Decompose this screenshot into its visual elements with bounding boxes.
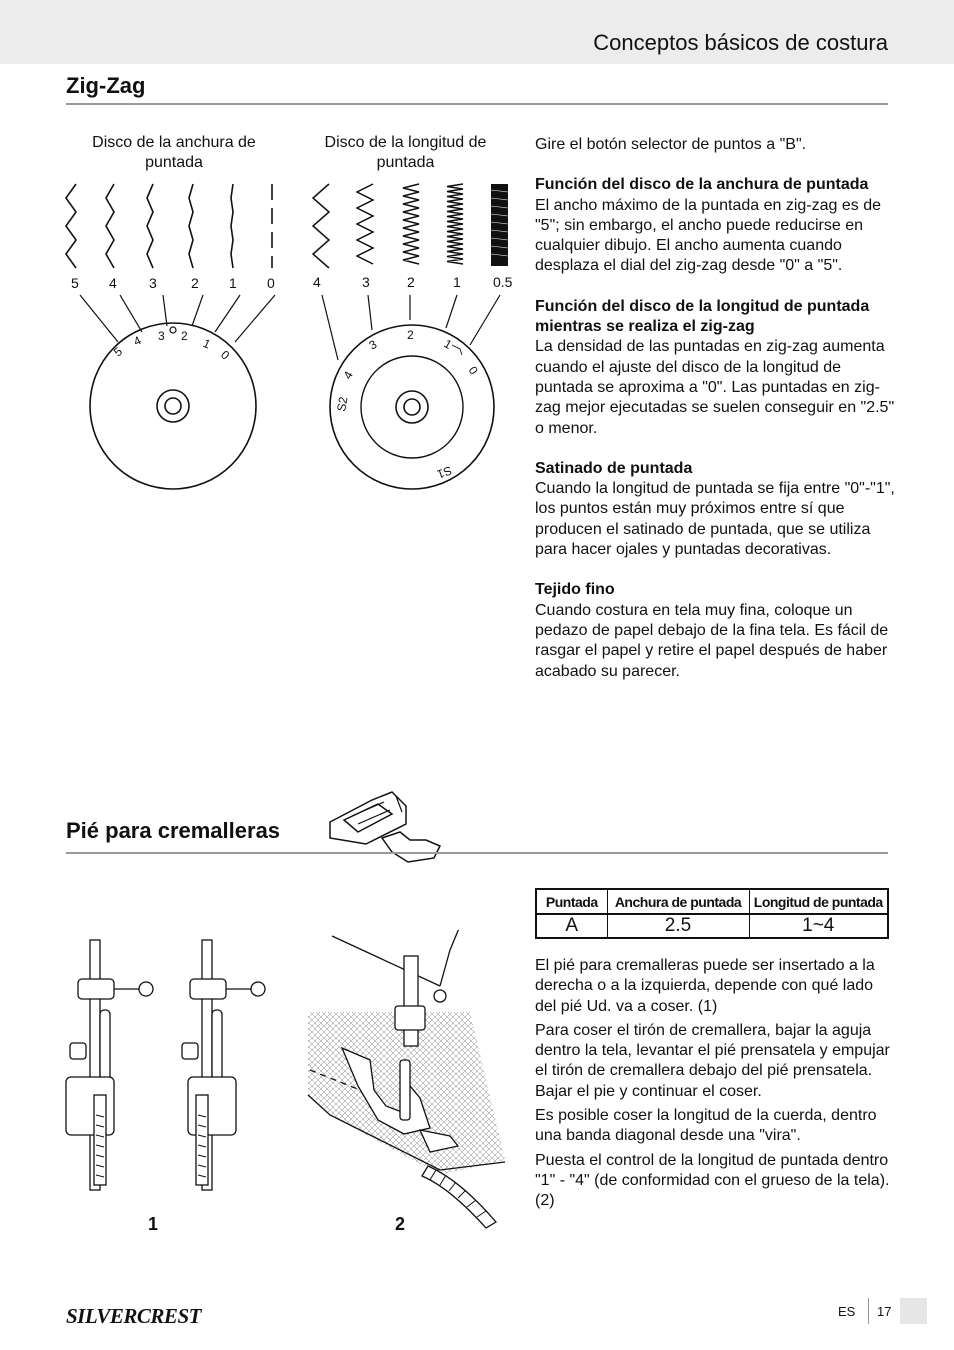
length-dial-illustration	[310, 290, 510, 505]
zipper-text	[535, 956, 897, 1216]
width-number: 3	[149, 275, 157, 291]
zigzag-title: Zig-Zag	[66, 73, 146, 98]
length-dial-mark: 1	[441, 336, 455, 352]
footer-language: ES	[838, 1304, 856, 1319]
width-number: 2	[191, 275, 199, 291]
chapter-title: Conceptos básicos de costura	[593, 30, 888, 55]
figure-label-1: 1	[148, 1214, 159, 1234]
footer-tab	[900, 1298, 927, 1324]
width-number: 5	[71, 275, 79, 291]
cell-width: 2.5	[607, 914, 749, 938]
length-number: 0.5	[493, 274, 513, 290]
stitch-settings-table	[535, 888, 889, 939]
width-dial-caption: Disco de la anchura de puntada	[92, 134, 256, 171]
section-body: Cuando la longitud de puntada se fija entre "0"-"1", los puntos están muy próximos entre sí que producen el satinado de puntada, que se utiliza para hacer ojales y puntadas decorativas.	[535, 480, 895, 559]
width-number: 0	[267, 275, 275, 291]
length-dial-mark: S1	[435, 463, 454, 482]
length-dial-mark: S2	[334, 395, 351, 413]
width-number: 4	[109, 275, 117, 291]
length-dial-mark: 2	[407, 328, 414, 342]
width-stitch-patterns	[60, 180, 290, 270]
width-dial-mark: 5	[110, 344, 126, 360]
col-header-stitch: Puntada	[536, 889, 607, 914]
length-number: 4	[313, 274, 321, 290]
zipper-rule	[66, 852, 888, 854]
width-dial-mark: 3	[158, 329, 165, 343]
zigzag-section	[535, 175, 895, 276]
zigzag-section	[535, 459, 895, 560]
width-dial-mark: 1	[200, 336, 213, 352]
col-header-length: Longitud de puntada	[749, 889, 888, 914]
zipper-title: Pié para cremalleras	[66, 818, 281, 843]
zipper-paragraph: El pié para cremalleras puede ser insertado a la derecha o a la izquierda, depende con qué lado del pié Ud. va a coser. (1)	[535, 957, 875, 1015]
length-dial-caption: Disco de la longitud de puntada	[324, 134, 487, 171]
page-number: 17	[877, 1304, 892, 1319]
section-body: El ancho máximo de la puntada en zig-zag es de "5"; sin embargo, el ancho puede reducirse en cualquier dibujo. El ancho aumenta cuando desplaza el dial del zig-zag desde "0" a "5".	[535, 196, 881, 275]
length-dial-mark: 0	[465, 363, 481, 378]
zipper-paragraph: Puesta el control de la longitud de puntada dentro "1" - "4" (de conformidad con el grueso de la tela). (2)	[535, 1151, 890, 1210]
length-number: 2	[407, 274, 415, 290]
zigzag-intro: Gire el botón selector de puntos a "B".	[535, 136, 807, 153]
length-number: 3	[362, 274, 370, 290]
section-body: La densidad de las puntadas en zig-zag aumenta cuando el ajuste del disco de la longitud de puntada se aproxima a "0". Las puntadas en zig-zag mejor ejecutadas se suelen conseguir en "2.5" o menor.	[535, 338, 895, 437]
brand-logo: SILVERCREST	[66, 1304, 201, 1328]
length-dial-mark: 3	[366, 337, 380, 353]
cell-stitch: A	[536, 914, 607, 938]
figure-label-2: 2	[395, 1214, 406, 1234]
zigzag-rule	[66, 103, 888, 105]
width-dial-mark: 0	[218, 347, 233, 363]
width-number: 1	[229, 275, 237, 291]
section-heading: Función del disco de la longitud de puntada mientras se realiza el zig-zag	[535, 297, 870, 336]
zipper-paragraph: Es posible coser la longitud de la cuerda, dentro una banda diagonal desde una "vira".	[535, 1107, 877, 1145]
cell-length: 1~4	[749, 914, 888, 938]
zipper-paragraph: Para coser el tirón de cremallera, bajar la aguja dentro la tela, levantar el pié prensatela y empujar el tirón de cremallera debajo del pié prensatela. Bajar el pie y continuar el coser.	[535, 1021, 890, 1100]
length-dial-mark: 4	[340, 368, 356, 382]
width-dial-illustration	[70, 290, 290, 500]
section-heading: Tejido fino	[535, 581, 615, 599]
section-heading: Función del disco de la anchura de puntada	[535, 176, 869, 194]
width-dial-mark: 2	[181, 329, 188, 343]
cord-sewing-figure	[300, 930, 520, 1230]
zigzag-text	[535, 135, 895, 702]
section-body: Cuando costura en tela muy fina, coloque un pedazo de papel debajo de la fina tela. Es fácil de rasgar el papel y retire el papel después de haber acabado su parecer.	[535, 601, 889, 680]
length-stitch-patterns	[305, 180, 520, 270]
zipper-foot-positions-figure	[60, 935, 280, 1195]
zigzag-section	[535, 297, 895, 439]
footer-separator	[868, 1298, 869, 1324]
zigzag-section	[535, 580, 895, 681]
width-dial-mark: 4	[131, 333, 144, 349]
col-header-width: Anchura de puntada	[607, 889, 749, 914]
section-heading: Satinado de puntada	[535, 459, 693, 477]
length-number: 1	[453, 274, 461, 290]
zipper-foot-icon	[322, 788, 444, 868]
